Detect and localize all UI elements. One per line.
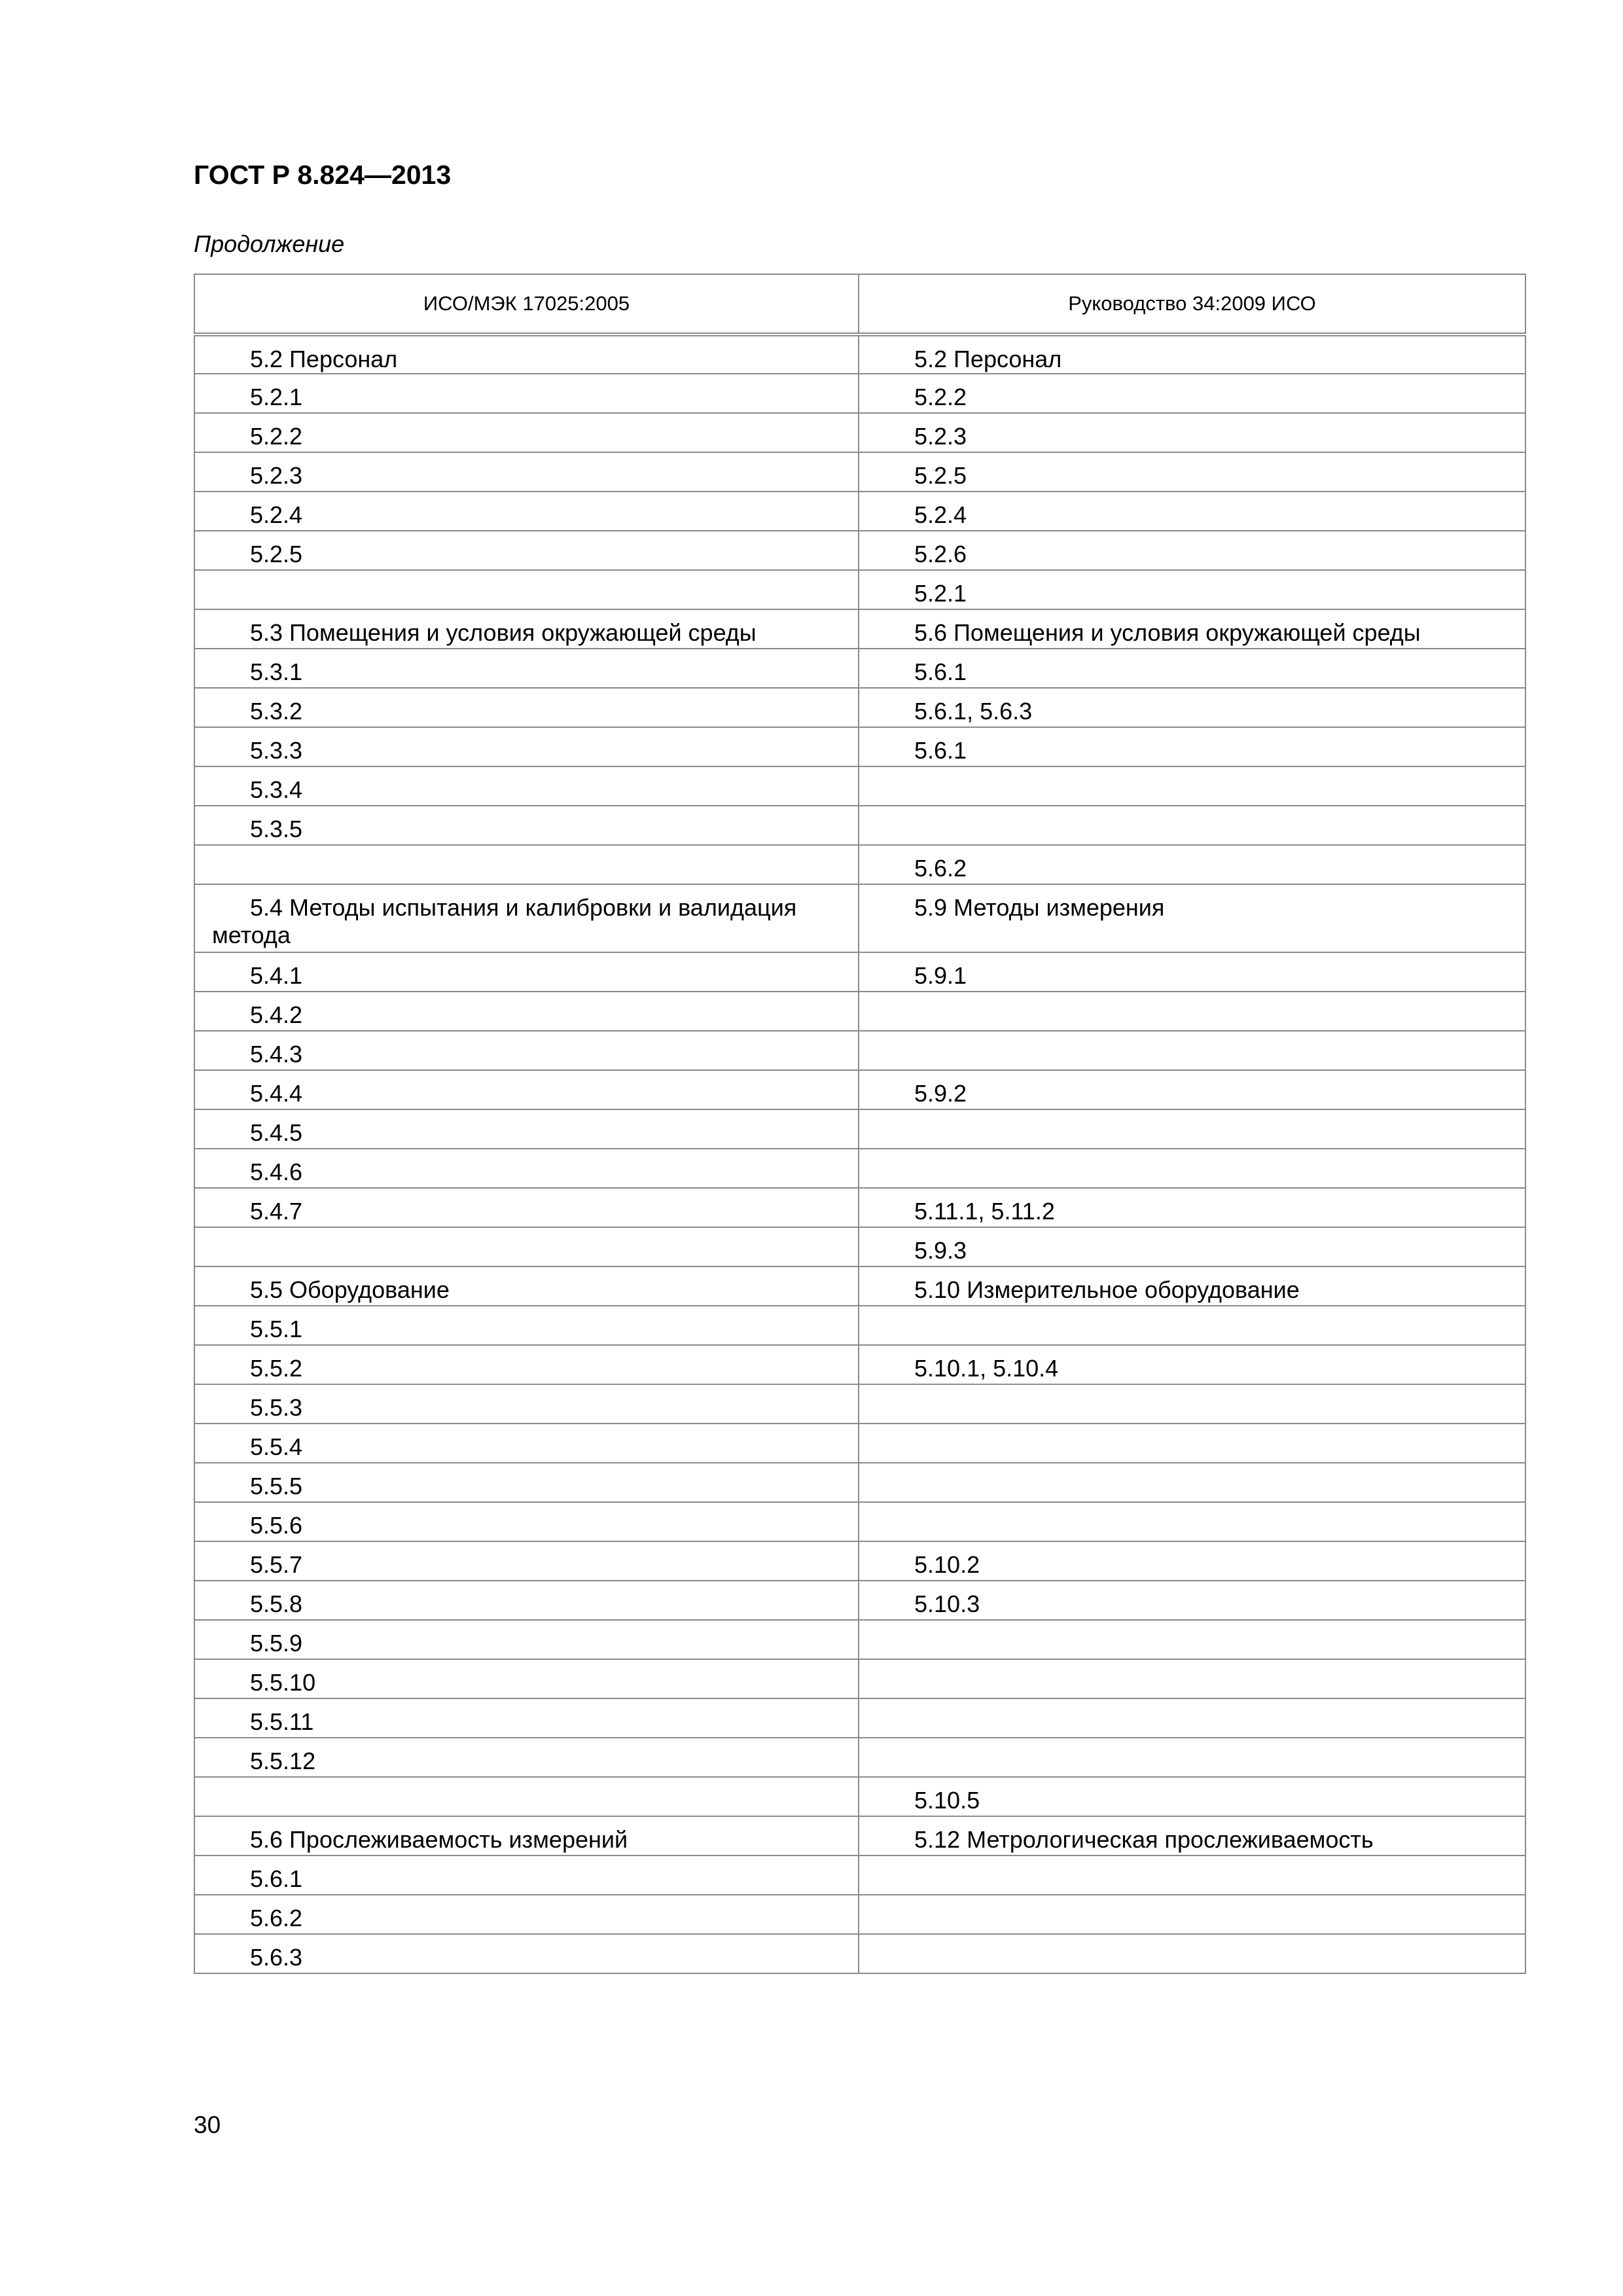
column-header-iso-iec-17025: ИСО/МЭК 17025:2005 <box>194 274 859 334</box>
iso-guide-34-clause <box>859 992 1525 1031</box>
iso-guide-34-clause: 5.10.2 <box>859 1541 1525 1581</box>
iso-guide-34-clause <box>859 1149 1525 1188</box>
iso-iec-17025-clause: 5.5.7 <box>194 1541 859 1581</box>
iso-guide-34-clause <box>859 1424 1525 1463</box>
iso-iec-17025-clause <box>194 570 859 609</box>
table-row <box>194 1698 1525 1738</box>
iso-guide-34-clause: 5.6 Помещения и условия окружающей среды <box>859 609 1525 649</box>
iso-iec-17025-clause: 5.5.2 <box>194 1345 859 1384</box>
table-row <box>194 609 1525 649</box>
table-row <box>194 1031 1525 1070</box>
iso-iec-17025-clause: 5.5.1 <box>194 1306 859 1345</box>
table-row <box>194 1149 1525 1188</box>
table-row <box>194 1541 1525 1581</box>
iso-iec-17025-clause: 5.4.4 <box>194 1070 859 1109</box>
table-row <box>194 492 1525 531</box>
iso-guide-34-clause: 5.2.1 <box>859 570 1525 609</box>
iso-iec-17025-clause: 5.4.3 <box>194 1031 859 1070</box>
iso-guide-34-clause <box>859 1502 1525 1541</box>
iso-iec-17025-clause: 5.4.1 <box>194 952 859 992</box>
table-row <box>194 413 1525 452</box>
document-code: ГОСТ Р 8.824—2013 <box>194 160 452 190</box>
iso-iec-17025-clause: 5.4 Методы испытания и калибровки и валидация метода <box>194 884 859 952</box>
iso-guide-34-clause: 5.11.1, 5.11.2 <box>859 1188 1525 1227</box>
iso-iec-17025-clause: 5.2.5 <box>194 531 859 570</box>
iso-guide-34-clause: 5.9 Методы измерения <box>859 884 1525 952</box>
table-row <box>194 1306 1525 1345</box>
table-row <box>194 452 1525 492</box>
table-row <box>194 688 1525 727</box>
iso-guide-34-clause <box>859 1738 1525 1777</box>
iso-guide-34-clause: 5.6.1, 5.6.3 <box>859 688 1525 727</box>
iso-iec-17025-clause: 5.3.5 <box>194 806 859 845</box>
table-row <box>194 992 1525 1031</box>
iso-iec-17025-clause: 5.3.3 <box>194 727 859 766</box>
iso-iec-17025-clause: 5.5.4 <box>194 1424 859 1463</box>
table-row <box>194 952 1525 992</box>
iso-iec-17025-clause: 5.4.7 <box>194 1188 859 1227</box>
iso-iec-17025-clause: 5.4.6 <box>194 1149 859 1188</box>
iso-guide-34-clause <box>859 1659 1525 1698</box>
iso-guide-34-clause: 5.6.1 <box>859 649 1525 688</box>
table-row <box>194 1463 1525 1502</box>
iso-guide-34-clause: 5.2.6 <box>859 531 1525 570</box>
iso-iec-17025-clause: 5.6 Прослеживаемость измерений <box>194 1816 859 1856</box>
table-row <box>194 806 1525 845</box>
iso-guide-34-clause: 5.2.2 <box>859 374 1525 413</box>
iso-iec-17025-clause: 5.2.3 <box>194 452 859 492</box>
iso-iec-17025-clause: 5.2.2 <box>194 413 859 452</box>
iso-guide-34-clause <box>859 1698 1525 1738</box>
iso-iec-17025-clause: 5.3.4 <box>194 766 859 806</box>
iso-guide-34-clause: 5.10.1, 5.10.4 <box>859 1345 1525 1384</box>
iso-iec-17025-clause: 5.3.2 <box>194 688 859 727</box>
iso-guide-34-clause <box>859 1856 1525 1895</box>
iso-iec-17025-clause: 5.5.5 <box>194 1463 859 1502</box>
iso-guide-34-clause: 5.2.5 <box>859 452 1525 492</box>
table-row <box>194 1777 1525 1816</box>
table-row <box>194 649 1525 688</box>
table-row <box>194 727 1525 766</box>
iso-guide-34-clause: 5.6.2 <box>859 845 1525 884</box>
table-body <box>194 334 1525 1973</box>
table-row <box>194 1109 1525 1149</box>
iso-iec-17025-clause: 5.4.2 <box>194 992 859 1031</box>
iso-iec-17025-clause: 5.4.5 <box>194 1109 859 1149</box>
table-row <box>194 1424 1525 1463</box>
table-row <box>194 1620 1525 1659</box>
iso-iec-17025-clause: 5.3.1 <box>194 649 859 688</box>
iso-guide-34-clause <box>859 1934 1525 1973</box>
iso-iec-17025-clause: 5.2 Персонал <box>194 334 859 374</box>
iso-guide-34-clause: 5.2.4 <box>859 492 1525 531</box>
table-row <box>194 1856 1525 1895</box>
column-header-iso-guide-34: Руководство 34:2009 ИСО <box>859 274 1525 334</box>
table-row <box>194 1266 1525 1306</box>
iso-guide-34-clause: 5.12 Метрологическая прослеживаемость <box>859 1816 1525 1856</box>
table-row <box>194 1659 1525 1698</box>
table-row <box>194 1934 1525 1973</box>
iso-guide-34-clause <box>859 1109 1525 1149</box>
iso-guide-34-clause <box>859 806 1525 845</box>
iso-iec-17025-clause: 5.5 Оборудование <box>194 1266 859 1306</box>
iso-guide-34-clause <box>859 1031 1525 1070</box>
iso-iec-17025-clause: 5.5.9 <box>194 1620 859 1659</box>
table-row <box>194 334 1525 374</box>
continuation-label: Продолжение <box>194 230 345 257</box>
table-row <box>194 1345 1525 1384</box>
iso-iec-17025-clause: 5.5.11 <box>194 1698 859 1738</box>
iso-iec-17025-clause: 5.2.1 <box>194 374 859 413</box>
table-row <box>194 531 1525 570</box>
iso-guide-34-clause: 5.9.1 <box>859 952 1525 992</box>
iso-guide-34-clause: 5.2 Персонал <box>859 334 1525 374</box>
iso-guide-34-clause <box>859 1306 1525 1345</box>
iso-iec-17025-clause: 5.5.3 <box>194 1384 859 1424</box>
table-row <box>194 1188 1525 1227</box>
table-header-row <box>194 274 1525 334</box>
table-row <box>194 884 1525 952</box>
correspondence-table <box>194 274 1526 1974</box>
table-row <box>194 1227 1525 1266</box>
iso-guide-34-clause <box>859 1384 1525 1424</box>
iso-guide-34-clause <box>859 1895 1525 1934</box>
iso-guide-34-clause: 5.6.1 <box>859 727 1525 766</box>
table-row <box>194 845 1525 884</box>
iso-guide-34-clause: 5.2.3 <box>859 413 1525 452</box>
iso-guide-34-clause: 5.10 Измерительное оборудование <box>859 1266 1525 1306</box>
iso-iec-17025-clause <box>194 845 859 884</box>
table-row <box>194 1502 1525 1541</box>
iso-iec-17025-clause: 5.6.1 <box>194 1856 859 1895</box>
table-row <box>194 1581 1525 1620</box>
iso-guide-34-clause <box>859 766 1525 806</box>
iso-guide-34-clause: 5.9.3 <box>859 1227 1525 1266</box>
table-row <box>194 1070 1525 1109</box>
iso-iec-17025-clause <box>194 1227 859 1266</box>
table-row <box>194 1816 1525 1856</box>
iso-iec-17025-clause: 5.5.10 <box>194 1659 859 1698</box>
iso-guide-34-clause: 5.10.3 <box>859 1581 1525 1620</box>
iso-guide-34-clause: 5.10.5 <box>859 1777 1525 1816</box>
iso-guide-34-clause: 5.9.2 <box>859 1070 1525 1109</box>
iso-iec-17025-clause: 5.2.4 <box>194 492 859 531</box>
table-row <box>194 570 1525 609</box>
iso-iec-17025-clause: 5.5.8 <box>194 1581 859 1620</box>
page-number: 30 <box>194 2111 221 2138</box>
table-row <box>194 1895 1525 1934</box>
iso-guide-34-clause <box>859 1463 1525 1502</box>
table-row <box>194 1738 1525 1777</box>
iso-iec-17025-clause: 5.6.2 <box>194 1895 859 1934</box>
iso-guide-34-clause <box>859 1620 1525 1659</box>
table-row <box>194 1384 1525 1424</box>
iso-iec-17025-clause: 5.5.12 <box>194 1738 859 1777</box>
table-row <box>194 766 1525 806</box>
iso-iec-17025-clause <box>194 1777 859 1816</box>
iso-iec-17025-clause: 5.5.6 <box>194 1502 859 1541</box>
iso-iec-17025-clause: 5.6.3 <box>194 1934 859 1973</box>
table-row <box>194 374 1525 413</box>
iso-iec-17025-clause: 5.3 Помещения и условия окружающей среды <box>194 609 859 649</box>
